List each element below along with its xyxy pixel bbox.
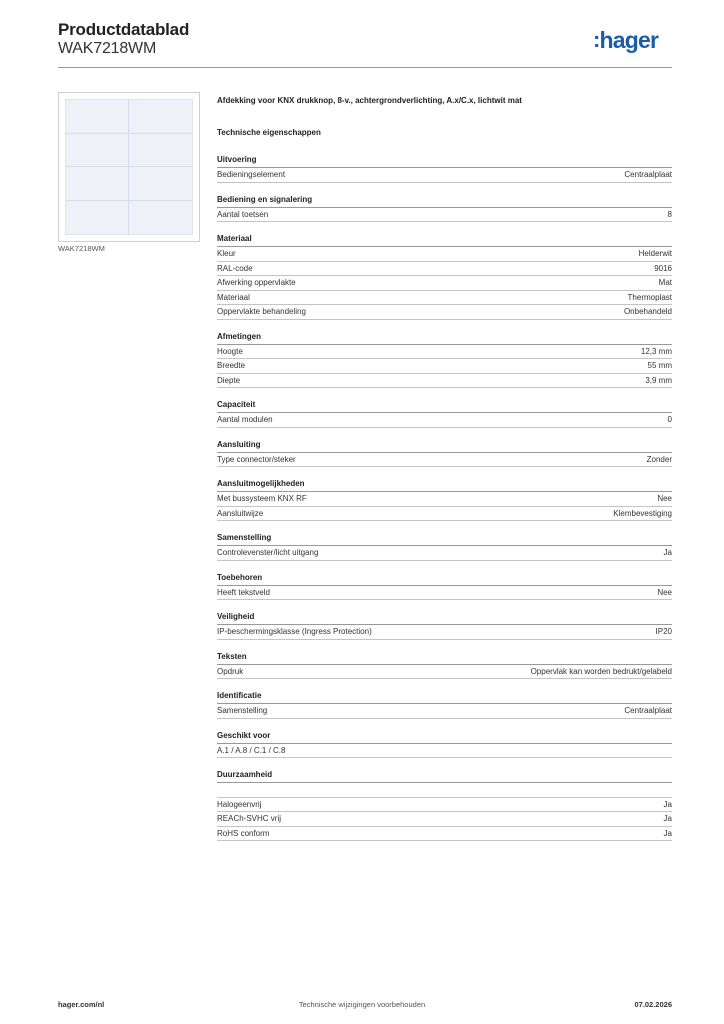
property-value: Onbehandeld — [623, 307, 672, 316]
section-title: Toebehoren — [217, 572, 672, 586]
property-label: Samenstelling — [217, 706, 268, 715]
property-sections — [217, 154, 672, 841]
section-title: Geschikt voor — [217, 730, 672, 744]
property-row — [217, 276, 672, 291]
property-row — [217, 704, 672, 719]
property-label: Materiaal — [217, 292, 250, 302]
property-value: Mat — [658, 278, 672, 287]
property-section — [217, 532, 672, 561]
property-row — [217, 262, 672, 277]
logo-text: hager — [599, 27, 659, 53]
technical-properties-title: Technische eigenschappen — [217, 128, 321, 137]
property-value: 9016 — [654, 263, 672, 273]
property-label: Type connector/steker — [217, 454, 296, 464]
property-label: Heeft tekstveld — [217, 587, 270, 597]
product-code: WAK7218WM — [58, 40, 157, 57]
property-value: Nee — [657, 587, 672, 597]
section-title: Teksten — [217, 651, 672, 665]
property-value: Ja — [663, 548, 672, 557]
property-section — [217, 399, 672, 428]
page-title: Productdatablad — [58, 20, 190, 39]
property-section — [217, 730, 672, 759]
property-value: Zonder — [646, 454, 672, 464]
property-row — [217, 507, 672, 522]
hager-logo — [593, 27, 658, 54]
property-row — [217, 586, 672, 601]
property-row — [217, 453, 672, 468]
property-label: Aantal toetsen — [217, 209, 269, 219]
section-title: Aansluitmogelijkheden — [217, 478, 672, 492]
property-value: Centraalplaat — [624, 706, 672, 715]
section-title: Capaciteit — [217, 399, 672, 413]
property-label: Diepte — [217, 375, 241, 385]
property-section — [217, 194, 672, 223]
property-row — [217, 812, 672, 827]
property-label: Afwerking oppervlakte — [217, 278, 296, 287]
property-value: 3,9 mm — [645, 375, 672, 385]
footer-date: 07.02.2026 — [634, 1000, 672, 1009]
property-row — [217, 783, 672, 798]
property-value: Helderwit — [638, 249, 672, 258]
property-label: Controlevenster/licht uitgang — [217, 548, 319, 557]
property-label: Opdruk — [217, 666, 244, 676]
property-label: A.1 / A.8 / C.1 / C.8 — [217, 745, 286, 755]
property-row — [217, 827, 672, 842]
property-value: Ja — [663, 814, 672, 823]
property-section — [217, 331, 672, 389]
property-row — [217, 492, 672, 507]
product-image — [58, 92, 200, 242]
property-label: REACh-SVHC vrij — [217, 814, 282, 823]
property-value: Klembevestiging — [613, 508, 672, 518]
cover-plate-illustration — [65, 99, 193, 235]
property-row — [217, 168, 672, 183]
property-section — [217, 154, 672, 183]
footer-website[interactable]: hager.com/nl — [58, 1000, 105, 1009]
property-section — [217, 769, 672, 841]
property-value: 8 — [667, 209, 672, 219]
property-row — [217, 305, 672, 320]
property-value: 0 — [667, 415, 672, 424]
product-description: Afdekking voor KNX drukknop, 8-v., achtergrondverlichting, A.x/C.x, lichtwit mat — [217, 96, 522, 105]
property-label: Hoogte — [217, 346, 243, 356]
property-value: Thermoplast — [627, 292, 672, 302]
property-label: IP-beschermingsklasse (Ingress Protection) — [217, 627, 372, 636]
property-label: Oppervlakte behandeling — [217, 307, 306, 316]
property-label: Aantal modulen — [217, 415, 273, 424]
property-row — [217, 359, 672, 374]
property-section — [217, 651, 672, 680]
property-label: Aansluitwijze — [217, 508, 264, 518]
section-title: Samenstelling — [217, 532, 672, 546]
property-row — [217, 413, 672, 428]
image-caption: WAK7218WM — [58, 244, 105, 253]
property-value: Oppervlak kan worden bedrukt/gelabeld — [530, 666, 672, 676]
property-label: Met bussysteem KNX RF — [217, 494, 307, 503]
property-label: RoHS conform — [217, 828, 270, 838]
property-section — [217, 233, 672, 320]
property-row — [217, 291, 672, 306]
property-label: Bedieningselement — [217, 170, 286, 179]
property-row — [217, 625, 672, 640]
property-row — [217, 374, 672, 389]
footer-notice: Technische wijzigingen voorbehouden — [298, 1000, 426, 1009]
property-row — [217, 208, 672, 223]
section-title: Aansluiting — [217, 439, 672, 453]
property-label: Halogeenvrij — [217, 799, 262, 809]
property-label: RAL-code — [217, 263, 253, 273]
property-section — [217, 439, 672, 468]
section-title: Identificatie — [217, 690, 672, 704]
logo-prefix: : — [593, 27, 600, 52]
property-row — [217, 247, 672, 262]
property-value: IP20 — [655, 627, 672, 636]
section-title: Materiaal — [217, 233, 672, 247]
property-value: Ja — [663, 799, 672, 809]
property-value: 12,3 mm — [640, 346, 672, 356]
property-value: Ja — [663, 828, 672, 838]
header-divider — [58, 67, 672, 68]
property-row — [217, 665, 672, 680]
property-row — [217, 744, 672, 759]
property-section — [217, 478, 672, 521]
property-value: Centraalplaat — [624, 170, 672, 179]
property-section — [217, 690, 672, 719]
property-label: Kleur — [217, 249, 236, 258]
property-row — [217, 546, 672, 561]
property-label: Breedte — [217, 361, 246, 370]
property-row — [217, 345, 672, 360]
property-section — [217, 611, 672, 640]
section-title: Afmetingen — [217, 331, 672, 345]
property-value: Nee — [657, 494, 672, 503]
section-title: Duurzaamheid — [217, 769, 672, 783]
section-title: Uitvoering — [217, 154, 672, 168]
property-section — [217, 572, 672, 601]
section-title: Bediening en signalering — [217, 194, 672, 208]
datasheet-content — [217, 96, 672, 852]
property-value: 55 mm — [647, 361, 672, 370]
property-row — [217, 798, 672, 813]
section-title: Veiligheid — [217, 611, 672, 625]
